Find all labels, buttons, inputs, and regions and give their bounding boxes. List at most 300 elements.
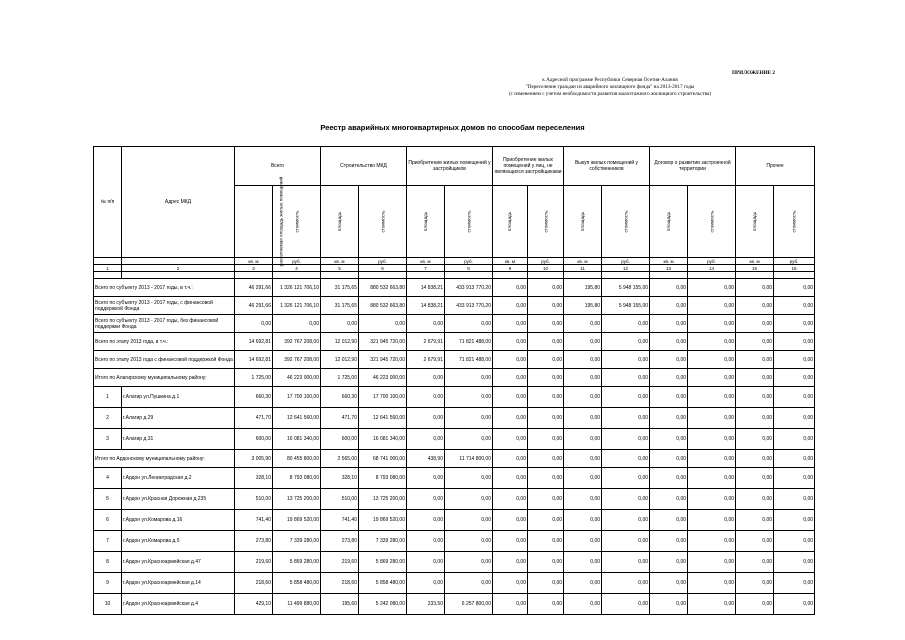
summary-value: 0,00 <box>493 297 528 315</box>
subheader-cost: стоимость <box>528 186 564 258</box>
row-value: 8 793 080,00 <box>359 468 407 489</box>
row-address: г.Ардон ул.Красноармейская д.14 <box>122 573 235 594</box>
row-value: 0,00 <box>445 468 493 489</box>
summary-value: 68 741 000,00 <box>359 450 407 468</box>
header-acquisition-dev: Приобретение жилых помещений у застройщиков <box>407 147 493 186</box>
summary-value: 71 821 488,00 <box>445 333 493 351</box>
table-row <box>94 552 815 573</box>
row-value: 0,00 <box>774 573 815 594</box>
summary-value: 321 945 720,00 <box>359 351 407 369</box>
row-value: 0,00 <box>445 573 493 594</box>
summary-value: 433 913 770,20 <box>445 297 493 315</box>
summary-value: 46 223 000,00 <box>273 369 321 387</box>
summary-value: 0,00 <box>774 279 815 297</box>
summary-value: 0,00 <box>493 279 528 297</box>
row-value: 0,00 <box>688 552 736 573</box>
summary-value: 2 679,91 <box>407 351 445 369</box>
summary-value: 1 326 121 706,10 <box>273 279 321 297</box>
row-address: г.Алагир д.31 <box>122 429 235 450</box>
summary-row <box>94 369 815 387</box>
row-value: 0,00 <box>650 573 688 594</box>
row-value: 0,00 <box>564 429 602 450</box>
unit-cell: кв. м <box>736 258 774 265</box>
summary-value: 0,00 <box>564 333 602 351</box>
summary-value: 31 175,65 <box>321 297 359 315</box>
row-value: 0,00 <box>564 594 602 615</box>
table-row <box>94 468 815 489</box>
summary-value: 0,00 <box>602 369 650 387</box>
summary-value: 46 223 000,00 <box>359 369 407 387</box>
row-value: 510,00 <box>235 489 273 510</box>
summary-value: 0,00 <box>564 450 602 468</box>
summary-value: 0,00 <box>688 333 736 351</box>
row-number: 4 <box>94 468 122 489</box>
row-value: 0,00 <box>528 552 564 573</box>
row-value: 0,00 <box>407 429 445 450</box>
summary-value: 0,00 <box>650 369 688 387</box>
row-value: 12 641 560,00 <box>359 408 407 429</box>
summary-value: 0,00 <box>602 351 650 369</box>
row-value: 0,00 <box>407 408 445 429</box>
table-row <box>94 531 815 552</box>
subheader-cost: стоимость <box>774 186 815 258</box>
row-value: 0,00 <box>736 387 774 408</box>
row-number: 7 <box>94 531 122 552</box>
summary-value: 0,00 <box>528 315 564 333</box>
row-value: 0,00 <box>407 489 445 510</box>
column-number: 13 <box>650 265 688 272</box>
column-number: 6 <box>359 265 407 272</box>
summary-value: 195,80 <box>564 297 602 315</box>
spacer-cell <box>321 272 359 279</box>
row-value: 741,40 <box>321 510 359 531</box>
summary-label: Всего по этапу 2013 года с финансовой поддержкой Фонда <box>94 351 235 369</box>
row-value: 0,00 <box>688 510 736 531</box>
row-value: 0,00 <box>688 489 736 510</box>
row-value: 0,00 <box>528 510 564 531</box>
row-value: 0,00 <box>445 489 493 510</box>
row-number: 10 <box>94 594 122 615</box>
subheader-area: площадь <box>407 186 445 258</box>
subheader-cost: стоимость <box>688 186 736 258</box>
row-value: 0,00 <box>407 573 445 594</box>
summary-value: 0,00 <box>602 333 650 351</box>
row-value: 328,10 <box>235 468 273 489</box>
row-value: 741,40 <box>235 510 273 531</box>
header-total: Всего <box>235 147 321 186</box>
column-number: 10 <box>528 265 564 272</box>
summary-value: 0,00 <box>736 450 774 468</box>
summary-value: 0,00 <box>774 333 815 351</box>
unit-cell: руб. <box>602 258 650 265</box>
row-value: 5 858 480,00 <box>273 573 321 594</box>
unit-cell: кв. м <box>650 258 688 265</box>
unit-cell <box>94 258 122 265</box>
summary-value: 11 714 800,00 <box>445 450 493 468</box>
row-value: 0,00 <box>774 531 815 552</box>
summary-value: 0,00 <box>736 351 774 369</box>
summary-value: 0,00 <box>774 297 815 315</box>
column-number: 16 <box>774 265 815 272</box>
column-number: 11 <box>564 265 602 272</box>
row-value: 0,00 <box>407 552 445 573</box>
row-value: 0,00 <box>650 552 688 573</box>
row-value: 233,50 <box>407 594 445 615</box>
row-value: 0,00 <box>407 510 445 531</box>
summary-value: 0,00 <box>688 297 736 315</box>
row-value: 0,00 <box>688 468 736 489</box>
summary-value: 0,00 <box>407 369 445 387</box>
summary-value: 0,00 <box>688 351 736 369</box>
summary-value: 0,00 <box>774 315 815 333</box>
summary-value: 0,00 <box>528 351 564 369</box>
row-value: 0,00 <box>688 429 736 450</box>
summary-value: 880 532 663,80 <box>359 279 407 297</box>
subheader-area: площадь <box>564 186 602 258</box>
row-value: 5 858 480,00 <box>359 573 407 594</box>
row-value: 0,00 <box>736 489 774 510</box>
summary-value: 0,00 <box>493 450 528 468</box>
row-value: 0,00 <box>407 468 445 489</box>
summary-value: 2 679,91 <box>407 333 445 351</box>
row-value: 5 869 280,00 <box>273 552 321 573</box>
row-value: 600,00 <box>235 429 273 450</box>
row-number: 9 <box>94 573 122 594</box>
row-value: 0,00 <box>650 408 688 429</box>
spacer-cell <box>445 272 493 279</box>
header-acquisition-other: Приобретение жилых помещений у лиц, не являющихся застройщиками <box>493 147 564 186</box>
row-value: 0,00 <box>493 408 528 429</box>
summary-value: 0,00 <box>528 369 564 387</box>
summary-value: 46 291,66 <box>235 279 273 297</box>
table-row <box>94 573 815 594</box>
row-value: 0,00 <box>528 408 564 429</box>
row-number: 5 <box>94 489 122 510</box>
column-number: 2 <box>122 265 235 272</box>
row-value: 0,00 <box>493 573 528 594</box>
row-value: 0,00 <box>688 408 736 429</box>
summary-value: 0,00 <box>736 297 774 315</box>
row-number: 6 <box>94 510 122 531</box>
summary-value: 0,00 <box>602 450 650 468</box>
row-value: 0,00 <box>602 573 650 594</box>
row-value: 0,00 <box>407 531 445 552</box>
subheader-area: площадь <box>650 186 688 258</box>
unit-cell: руб. <box>528 258 564 265</box>
row-value: 8 793 080,00 <box>273 468 321 489</box>
unit-cell: руб. <box>445 258 493 265</box>
row-address: г.Ардон ул.Красноармейская д.47 <box>122 552 235 573</box>
column-number: 4 <box>273 265 321 272</box>
row-value: 429,10 <box>235 594 273 615</box>
row-value: 0,00 <box>602 429 650 450</box>
row-value: 273,80 <box>321 531 359 552</box>
row-value: 218,60 <box>321 573 359 594</box>
row-value: 0,00 <box>602 387 650 408</box>
column-number: 3 <box>235 265 273 272</box>
row-value: 11 499 880,00 <box>273 594 321 615</box>
spacer-cell <box>736 272 774 279</box>
column-number: 7 <box>407 265 445 272</box>
summary-value: 0,00 <box>528 279 564 297</box>
subheader-area: площадь <box>493 186 528 258</box>
row-value: 16 081 340,00 <box>273 429 321 450</box>
row-value: 0,00 <box>493 510 528 531</box>
summary-value: 0,00 <box>321 315 359 333</box>
summary-label: Всего по субъекту 2013 - 2017 годы, с финансовой поддержкой Фонда <box>94 297 235 315</box>
summary-value: 0,00 <box>650 279 688 297</box>
row-value: 0,00 <box>602 489 650 510</box>
row-value: 13 725 200,00 <box>273 489 321 510</box>
summary-row <box>94 351 815 369</box>
row-address: г.Ардон ул.Комарова д.5 <box>122 531 235 552</box>
row-value: 219,60 <box>321 552 359 573</box>
row-value: 0,00 <box>774 594 815 615</box>
row-value: 0,00 <box>774 489 815 510</box>
row-value: 218,60 <box>235 573 273 594</box>
registry-table <box>93 146 815 615</box>
row-value: 0,00 <box>564 531 602 552</box>
appendix-line-1: ПРИЛОЖЕНИЕ 2 <box>731 70 775 76</box>
header-territory: Договор о развитии застроенной территории <box>650 147 736 186</box>
row-address: г.Алагир ул.Пушкина д.1 <box>122 387 235 408</box>
summary-value: 14 692,81 <box>235 333 273 351</box>
spacer-cell <box>688 272 736 279</box>
spacer-cell <box>650 272 688 279</box>
row-number: 2 <box>94 408 122 429</box>
row-value: 0,00 <box>650 531 688 552</box>
summary-value: 0,00 <box>602 315 650 333</box>
row-value: 195,60 <box>321 594 359 615</box>
summary-value: 71 821 488,00 <box>445 351 493 369</box>
summary-value: 321 945 720,00 <box>359 333 407 351</box>
row-value: 0,00 <box>528 489 564 510</box>
row-value: 0,00 <box>564 510 602 531</box>
summary-value: 14 692,81 <box>235 351 273 369</box>
summary-row <box>94 315 815 333</box>
row-value: 0,00 <box>650 594 688 615</box>
row-value: 273,80 <box>235 531 273 552</box>
summary-value: 438,90 <box>407 450 445 468</box>
summary-value: 0,00 <box>445 315 493 333</box>
summary-value: 31 175,65 <box>321 279 359 297</box>
spacer-cell <box>564 272 602 279</box>
spacer-cell <box>528 272 564 279</box>
summary-label: Итого по Ардонскому муниципальному району: <box>94 450 235 468</box>
row-value: 0,00 <box>564 468 602 489</box>
summary-value: 1 725,00 <box>235 369 273 387</box>
row-value: 17 700 100,00 <box>359 387 407 408</box>
row-value: 0,00 <box>602 552 650 573</box>
row-value: 0,00 <box>650 468 688 489</box>
appendix-line-3: "Переселение граждан из аварийного жилищного фонда" на 2013-2017 годы <box>525 84 695 90</box>
unit-cell: кв. м <box>235 258 273 265</box>
row-value: 0,00 <box>445 552 493 573</box>
summary-value: 14 838,21 <box>407 297 445 315</box>
column-number: 12 <box>602 265 650 272</box>
spacer-cell <box>407 272 445 279</box>
row-value: 0,00 <box>774 468 815 489</box>
summary-value: 0,00 <box>445 369 493 387</box>
row-value: 0,00 <box>528 531 564 552</box>
header-buyback: Выкуп жилых помещений у собственников <box>564 147 650 186</box>
spacer-cell <box>359 272 407 279</box>
row-value: 0,00 <box>602 594 650 615</box>
summary-value: 0,00 <box>736 315 774 333</box>
summary-value: 0,00 <box>528 450 564 468</box>
row-value: 0,00 <box>736 594 774 615</box>
row-address: г.Ардон ул.Красноармейская д.4 <box>122 594 235 615</box>
row-value: 0,00 <box>493 552 528 573</box>
summary-row <box>94 279 815 297</box>
summary-value: 0,00 <box>235 315 273 333</box>
row-value: 0,00 <box>564 489 602 510</box>
row-value: 17 700 100,00 <box>273 387 321 408</box>
row-value: 0,00 <box>736 552 774 573</box>
summary-row <box>94 450 815 468</box>
row-value: 0,00 <box>445 510 493 531</box>
row-value: 0,00 <box>493 429 528 450</box>
subheader-cost: стоимость <box>602 186 650 258</box>
unit-cell: руб. <box>359 258 407 265</box>
summary-value: 0,00 <box>564 315 602 333</box>
row-value: 0,00 <box>736 531 774 552</box>
subheader-area: площадь <box>321 186 359 258</box>
summary-value: 0,00 <box>650 297 688 315</box>
summary-value: 3 005,90 <box>235 450 273 468</box>
row-number: 3 <box>94 429 122 450</box>
spacer-cell <box>273 272 321 279</box>
column-number: 5 <box>321 265 359 272</box>
row-value: 13 725 200,00 <box>359 489 407 510</box>
unit-cell <box>122 258 235 265</box>
table-row <box>94 387 815 408</box>
table-row <box>94 489 815 510</box>
summary-label: Итого по Алагирскому муниципальному району: <box>94 369 235 387</box>
row-value: 660,30 <box>235 387 273 408</box>
table-row <box>94 594 815 615</box>
unit-cell: руб. <box>774 258 815 265</box>
summary-value: 0,00 <box>650 450 688 468</box>
row-number: 1 <box>94 387 122 408</box>
spacer-cell <box>493 272 528 279</box>
row-value: 7 339 280,00 <box>273 531 321 552</box>
column-number: 8 <box>445 265 493 272</box>
summary-value: 392 767 208,00 <box>273 351 321 369</box>
summary-value: 0,00 <box>528 297 564 315</box>
subheader-cost: стоимость <box>445 186 493 258</box>
row-address: г.Алагир д.29 <box>122 408 235 429</box>
row-value: 0,00 <box>528 594 564 615</box>
summary-value: 14 838,21 <box>407 279 445 297</box>
unit-cell: руб. <box>273 258 321 265</box>
summary-value: 0,00 <box>774 450 815 468</box>
row-value: 660,30 <box>321 387 359 408</box>
unit-cell: руб. <box>688 258 736 265</box>
summary-value: 0,00 <box>688 279 736 297</box>
summary-label: Всего по субъекту 2013 - 2017 годы, без финансовой поддержки Фонда <box>94 315 235 333</box>
summary-value: 2 565,00 <box>321 450 359 468</box>
row-value: 0,00 <box>602 468 650 489</box>
column-numbers-row <box>94 265 815 272</box>
header-other: Прочее <box>736 147 815 186</box>
summary-label: Всего по субъекту 2013 - 2017 годы, в т.ч.: <box>94 279 235 297</box>
row-value: 0,00 <box>564 408 602 429</box>
summary-value: 0,00 <box>736 279 774 297</box>
document-title: Реестр аварийных многоквартирных домов по способам переселения <box>320 123 585 132</box>
row-value: 0,00 <box>774 552 815 573</box>
header-group-row <box>94 147 815 186</box>
row-value: 0,00 <box>528 573 564 594</box>
row-value: 0,00 <box>493 489 528 510</box>
summary-value: 0,00 <box>493 333 528 351</box>
row-number: 8 <box>94 552 122 573</box>
summary-value: 0,00 <box>688 369 736 387</box>
row-value: 0,00 <box>564 552 602 573</box>
summary-value: 80 455 800,00 <box>273 450 321 468</box>
spacer-cell <box>235 272 273 279</box>
summary-value: 12 012,90 <box>321 351 359 369</box>
row-value: 0,00 <box>528 468 564 489</box>
summary-value: 1 326 121 706,10 <box>273 297 321 315</box>
row-value: 0,00 <box>688 594 736 615</box>
column-number: 9 <box>493 265 528 272</box>
row-value: 0,00 <box>688 573 736 594</box>
table-row <box>94 408 815 429</box>
row-value: 0,00 <box>774 408 815 429</box>
row-value: 0,00 <box>493 594 528 615</box>
row-value: 0,00 <box>445 387 493 408</box>
summary-value: 0,00 <box>564 369 602 387</box>
row-value: 19 869 520,00 <box>273 510 321 531</box>
summary-value: 0,00 <box>564 351 602 369</box>
unit-cell: кв. м <box>493 258 528 265</box>
row-value: 510,00 <box>321 489 359 510</box>
row-value: 0,00 <box>564 573 602 594</box>
row-value: 0,00 <box>736 408 774 429</box>
summary-value: 0,00 <box>736 369 774 387</box>
row-address: г.Ардон ул.Ленинградская д.2 <box>122 468 235 489</box>
summary-value: 0,00 <box>774 369 815 387</box>
summary-value: 0,00 <box>688 315 736 333</box>
row-value: 12 641 560,00 <box>273 408 321 429</box>
summary-value: 5 948 155,00 <box>602 279 650 297</box>
row-value: 0,00 <box>736 573 774 594</box>
row-value: 600,00 <box>321 429 359 450</box>
table-row <box>94 429 815 450</box>
row-value: 0,00 <box>774 510 815 531</box>
row-value: 0,00 <box>602 531 650 552</box>
summary-value: 0,00 <box>493 369 528 387</box>
row-value: 0,00 <box>445 531 493 552</box>
column-number: 1 <box>94 265 122 272</box>
summary-value: 0,00 <box>407 315 445 333</box>
row-value: 0,00 <box>736 429 774 450</box>
row-value: 328,10 <box>321 468 359 489</box>
unit-cell: кв. м <box>564 258 602 265</box>
subheader-cost: стоимость <box>359 186 407 258</box>
summary-value: 0,00 <box>650 333 688 351</box>
row-value: 0,00 <box>688 531 736 552</box>
row-value: 5 242 080,00 <box>359 594 407 615</box>
row-value: 219,60 <box>235 552 273 573</box>
row-value: 0,00 <box>774 387 815 408</box>
subheader-area-total: расселяемая площадь жилых помещений <box>235 186 273 258</box>
spacer-row <box>94 272 815 279</box>
header-construction: Строительство МКД <box>321 147 407 186</box>
summary-value: 0,00 <box>493 351 528 369</box>
row-value: 5 869 280,00 <box>359 552 407 573</box>
